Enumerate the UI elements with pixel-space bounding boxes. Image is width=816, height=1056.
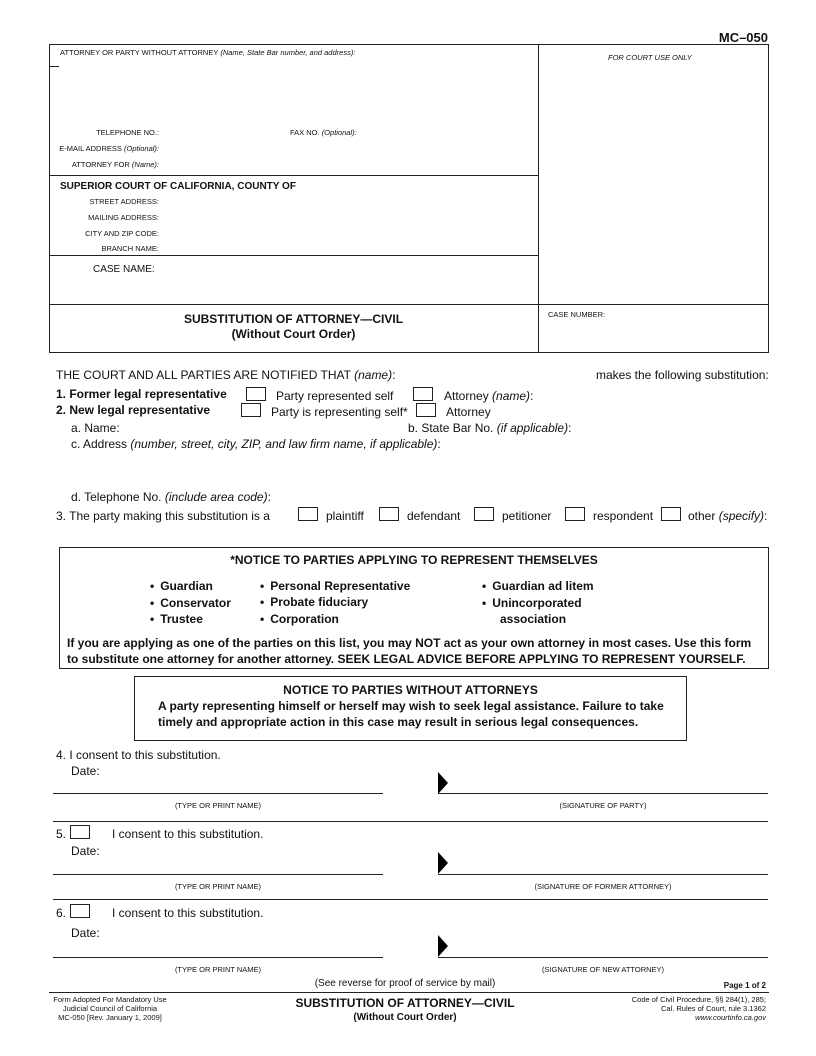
a-name-label: a. Name: <box>71 421 120 435</box>
checkbox-new-attorney[interactable] <box>416 403 436 417</box>
checkbox-party-represented-self[interactable] <box>246 387 266 401</box>
mailing-address-label: MAILING ADDRESS: <box>88 213 159 222</box>
street-address-label: STREET ADDRESS: <box>89 197 159 206</box>
telephone-label: TELEPHONE NO.: <box>96 128 159 137</box>
checkbox-representing-self[interactable] <box>241 403 261 417</box>
b-state-bar-label: b. State Bar No. (if applicable): <box>408 421 572 435</box>
opt-other: other (specify): <box>688 509 768 523</box>
item6-number: 6. <box>56 906 67 920</box>
item5-consent: I consent to this substitution. <box>112 827 264 841</box>
item6-signature-line[interactable] <box>438 957 768 958</box>
footer-subtitle: (Without Court Order) <box>353 1012 457 1023</box>
notice1-corporation: • Corporation <box>260 612 339 626</box>
opt-petitioner: petitioner <box>502 509 552 523</box>
item5-date-label: Date: <box>71 844 100 858</box>
notice1-title: *NOTICE TO PARTIES APPLYING TO REPRESENT THEMSELVES <box>230 553 598 567</box>
checkbox-other[interactable] <box>661 507 681 521</box>
notice1-text2: to substitute one attorney for another attorney. SEEK LEGAL ADVICE BEFORE APPLYING TO REPRESENT YOURSELF. <box>67 652 746 666</box>
notice1-trustee: • Trustee <box>150 612 203 626</box>
notice1-association: association <box>500 612 567 626</box>
item2-opt1: Party is representing self* <box>271 405 408 419</box>
notice2-title: NOTICE TO PARTIES WITHOUT ATTORNEYS <box>283 683 538 697</box>
checkbox-defendant[interactable] <box>379 507 399 521</box>
item4-sig-party: (SIGNATURE OF PARTY) <box>559 801 647 810</box>
divider-sig5 <box>53 899 768 900</box>
item5-number: 5. <box>56 827 67 841</box>
item4-type-name: (TYPE OR PRINT NAME) <box>174 801 262 810</box>
item6-consent: I consent to this substitution. <box>112 906 264 920</box>
opt-respondent: respondent <box>593 509 654 523</box>
item6-name-line[interactable] <box>53 957 383 958</box>
item2-opt2: Attorney <box>446 405 491 419</box>
item4-sign-arrow-icon <box>438 772 448 794</box>
c-address-label: c. Address (number, street, city, ZIP, and law firm name, if applicable): <box>71 437 441 451</box>
item1-opt2: Attorney (name): <box>444 389 534 403</box>
case-name-label: CASE NAME: <box>93 264 155 275</box>
notice1-guardian-ad-litem: • Guardian ad litem <box>482 579 594 593</box>
footer-citations: Code of Civil Procedure, §§ 284(1), 285; Cal. Rules of Court, rule 3.1362 www.courtinfo.ca.gov <box>631 995 766 1022</box>
notice1-unincorporated: • Unincorporated <box>482 596 582 610</box>
checkbox-item5[interactable] <box>70 825 90 839</box>
divider-court <box>49 175 539 176</box>
notified-line: THE COURT AND ALL PARTIES ARE NOTIFIED THAT (name): <box>56 368 396 382</box>
court-use-divider <box>538 44 539 353</box>
item4-signature-line[interactable] <box>438 793 768 794</box>
checkbox-item6[interactable] <box>70 904 90 918</box>
divider-sig4 <box>53 821 768 822</box>
item6-type-name: (TYPE OR PRINT NAME) <box>174 965 262 974</box>
item5-sig-former: (SIGNATURE OF FORMER ATTORNEY) <box>534 882 672 891</box>
notice1-personal-rep: • Personal Representative <box>260 579 410 593</box>
item4-date-label: Date: <box>71 764 100 778</box>
opt-defendant: defendant <box>407 509 461 523</box>
attorney-party-label: ATTORNEY OR PARTY WITHOUT ATTORNEY (Name, State Bar number, and address): <box>60 48 356 57</box>
item1-label: 1. Former legal representative <box>56 387 227 401</box>
item1-opt1: Party represented self <box>276 389 394 403</box>
attorney-for-label: ATTORNEY FOR (Name): <box>71 160 159 169</box>
item5-signature-line[interactable] <box>438 874 768 875</box>
court-use-label: FOR COURT USE ONLY <box>608 53 692 62</box>
form-subtitle: (Without Court Order) <box>231 327 356 341</box>
court-title: SUPERIOR COURT OF CALIFORNIA, COUNTY OF <box>60 181 296 192</box>
item5-type-name: (TYPE OR PRINT NAME) <box>174 882 262 891</box>
checkbox-respondent[interactable] <box>565 507 585 521</box>
item2-label: 2. New legal representative <box>56 403 211 417</box>
tick-mark <box>49 66 59 67</box>
checkbox-petitioner[interactable] <box>474 507 494 521</box>
email-label: E-MAIL ADDRESS (Optional): <box>59 144 159 153</box>
form-id: MC–050 <box>718 30 768 45</box>
notice2-line2: timely and appropriate action in this case may result in serious legal consequences. <box>158 715 639 729</box>
form-title: SUBSTITUTION OF ATTORNEY—CIVIL <box>183 312 404 326</box>
notice2-line1: A party representing himself or herself may wish to seek legal assistance. Failure to take <box>158 699 664 713</box>
divider-casename <box>49 255 539 256</box>
item4-consent: 4. I consent to this substitution. <box>56 748 221 762</box>
notice1-probate: • Probate fiduciary <box>260 595 368 609</box>
footer-title: SUBSTITUTION OF ATTORNEY—CIVIL <box>295 996 515 1010</box>
notice1-text1: If you are applying as one of the parties on this list, you may NOT act as your own attorney in most cases. Use this form <box>67 636 752 650</box>
notice1-guardian: • Guardian <box>150 579 213 593</box>
item5-name-line[interactable] <box>53 874 383 875</box>
item6-sign-arrow-icon <box>438 935 448 957</box>
footer-rule <box>49 992 769 993</box>
city-zip-label: CITY AND ZIP CODE: <box>85 229 159 238</box>
item4-name-line[interactable] <box>53 793 383 794</box>
fax-label: FAX NO. (Optional): <box>290 128 357 137</box>
opt-plaintiff: plaintiff <box>326 509 364 523</box>
makes-substitution: makes the following substitution: <box>596 368 769 382</box>
page-number: Page 1 of 2 <box>723 981 766 990</box>
item6-date-label: Date: <box>71 926 100 940</box>
divider-title <box>49 304 769 305</box>
d-telephone-label: d. Telephone No. (include area code): <box>71 490 271 504</box>
branch-name-label: BRANCH NAME: <box>101 244 159 253</box>
item3-label: 3. The party making this substitution is a <box>56 509 270 523</box>
item6-sig-new: (SIGNATURE OF NEW ATTORNEY) <box>541 965 665 974</box>
footer-adopted: Form Adopted For Mandatory Use Judicial Council of California MC-050 [Rev. January 1, 2009] <box>53 995 167 1022</box>
case-number-label: CASE NUMBER: <box>548 310 606 319</box>
checkbox-former-attorney[interactable] <box>413 387 433 401</box>
reverse-note: (See reverse for proof of service by mail) <box>314 978 496 989</box>
item5-sign-arrow-icon <box>438 852 448 874</box>
notice1-conservator: • Conservator <box>150 596 231 610</box>
checkbox-plaintiff[interactable] <box>298 507 318 521</box>
